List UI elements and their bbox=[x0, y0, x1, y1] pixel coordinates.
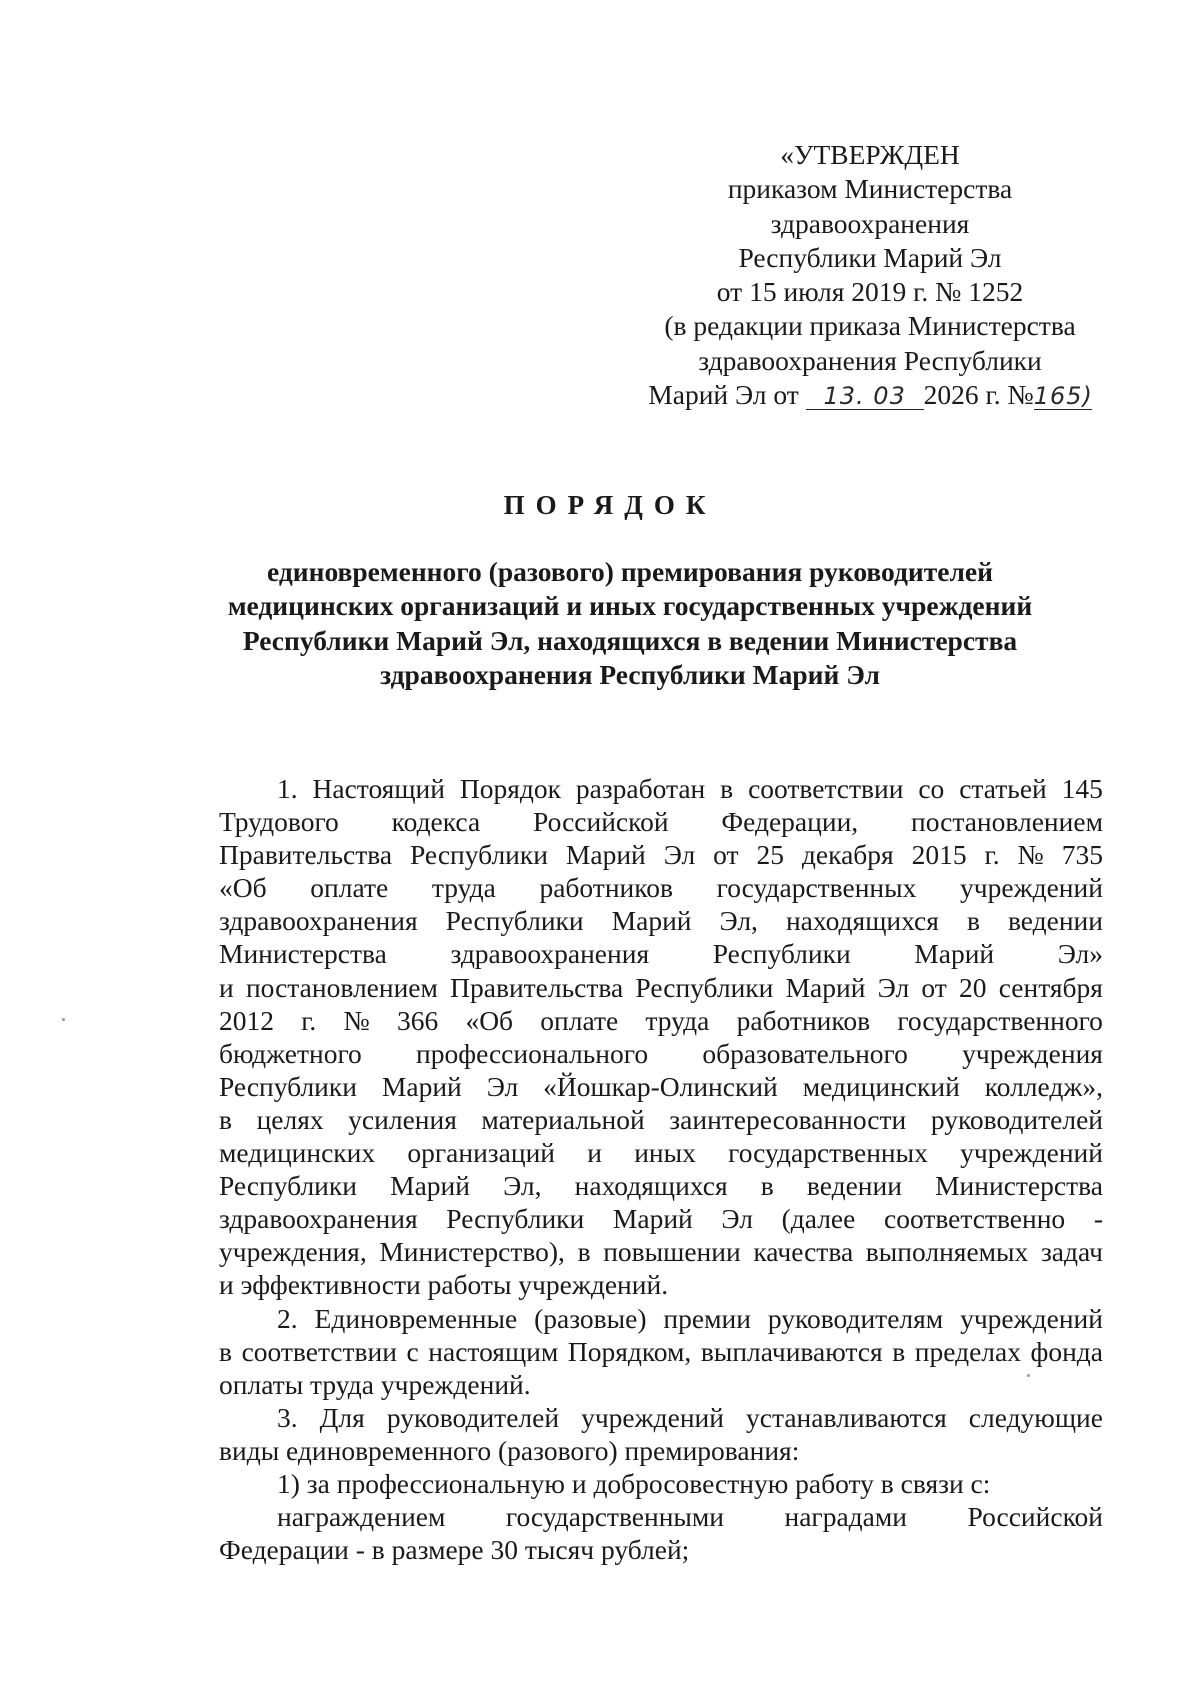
body-line bbox=[219, 772, 1103, 805]
body-word: заинтересованности bbox=[669, 1103, 907, 1135]
approval-stamp-block bbox=[640, 138, 1100, 412]
handwritten-date-field bbox=[806, 382, 924, 410]
body-word: от bbox=[713, 839, 739, 871]
body-word: качества bbox=[753, 1236, 854, 1268]
body-line bbox=[219, 1335, 1103, 1368]
approval-last-prefix: Марий Эл от bbox=[648, 379, 799, 411]
body-word: Республики bbox=[446, 1203, 585, 1235]
body-word: учреждения, bbox=[219, 1236, 367, 1268]
body-word: г. bbox=[301, 1004, 317, 1036]
body-word: «Об bbox=[465, 1004, 514, 1036]
body-line bbox=[219, 871, 1103, 904]
body-word: от bbox=[921, 971, 947, 1003]
body-word: Эл bbox=[721, 1203, 753, 1235]
body-word: учреждений bbox=[960, 1302, 1103, 1334]
subtitle-line: здравоохранения Республики Марий Эл bbox=[380, 659, 880, 691]
subtitle-line: медицинских организаций и иных государственных учреждений bbox=[227, 590, 1033, 622]
body-word: Правительства bbox=[450, 971, 624, 1003]
body-word: Марий bbox=[381, 1070, 462, 1102]
body-word: и bbox=[219, 971, 234, 1003]
document-title: ПОРЯДОК bbox=[503, 490, 717, 520]
body-word: пределах bbox=[914, 1335, 1021, 1367]
body-word: труда bbox=[431, 872, 496, 904]
body-word: в bbox=[577, 1236, 591, 1268]
body-word: премии bbox=[663, 1302, 751, 1334]
body-word: постановлением bbox=[245, 971, 438, 1003]
handwritten-date: 13. 03 bbox=[823, 382, 906, 411]
body-word: устанавливаются bbox=[746, 1401, 947, 1433]
body-word: Марий bbox=[611, 905, 692, 937]
body-word: фонда bbox=[1030, 1335, 1103, 1367]
body-word: здравоохранения bbox=[219, 905, 418, 937]
body-word: здравоохранения bbox=[219, 1203, 418, 1235]
body-word: образовательного bbox=[702, 1037, 908, 1069]
body-word: ведении bbox=[1007, 905, 1103, 937]
body-word: постановлением bbox=[911, 806, 1103, 838]
body-word: руководителей bbox=[386, 1401, 560, 1433]
body-word: государственных bbox=[728, 1137, 928, 1169]
body-word: Марий bbox=[565, 839, 646, 871]
body-word: целях bbox=[256, 1103, 324, 1135]
body-line bbox=[219, 971, 1103, 1004]
body-word: выплачиваются bbox=[700, 1335, 883, 1367]
body-line bbox=[219, 805, 1103, 838]
body-word: Эл, bbox=[719, 905, 758, 937]
body-word: (разовые) bbox=[534, 1302, 647, 1334]
body-word: Республики bbox=[635, 971, 774, 1003]
body-word: (далее bbox=[781, 1203, 856, 1235]
body-word: 2015 bbox=[911, 839, 967, 871]
body-word: 25 bbox=[756, 839, 784, 871]
body-word: 20 bbox=[959, 971, 987, 1003]
body-word: учреждений bbox=[960, 1137, 1103, 1169]
body-word: Республики bbox=[410, 839, 548, 871]
subtitle-line: единовременного (разового) премирования руководителей bbox=[267, 556, 993, 587]
body-word: 735 bbox=[1061, 839, 1103, 871]
body-word: 2. bbox=[277, 1302, 298, 1334]
body-word: государственного bbox=[897, 1004, 1103, 1036]
body-word: в bbox=[760, 1170, 774, 1202]
body-word: Министерства bbox=[935, 1170, 1103, 1202]
body-word: выполняемых bbox=[865, 1236, 1029, 1268]
body-word: Российской bbox=[533, 806, 669, 838]
body-word: кодекса bbox=[391, 806, 481, 838]
body-word: «Йошкар-Олинский bbox=[543, 1070, 778, 1102]
body-word: медицинских bbox=[219, 1137, 376, 1169]
body-word: в bbox=[892, 1335, 906, 1367]
approval-last-middle: 2026 г. № bbox=[923, 379, 1034, 411]
body-line bbox=[219, 1235, 1103, 1268]
body-word: учреждений bbox=[960, 872, 1103, 904]
body-word: Эл bbox=[486, 1070, 519, 1102]
body-word: «Об bbox=[219, 872, 267, 904]
body-word: Эл bbox=[663, 839, 696, 871]
body-line bbox=[219, 904, 1103, 937]
body-word: 2012 bbox=[219, 1004, 274, 1036]
body-word: статьей bbox=[959, 773, 1047, 804]
body-line bbox=[219, 1136, 1103, 1169]
approval-line: «УТВЕРЖДЕН bbox=[780, 139, 960, 170]
body-word: в bbox=[219, 1335, 232, 1367]
body-word: бюджетного bbox=[219, 1037, 362, 1069]
subtitle-line: Республики Марий Эл, находящихся в ведении Министерства bbox=[242, 624, 1018, 656]
body-word: соответствии bbox=[748, 773, 904, 804]
body-word: Российской bbox=[967, 1501, 1103, 1533]
body-word: Министерство), bbox=[379, 1236, 565, 1268]
body-word: Федерации, bbox=[721, 806, 859, 838]
body-word: Республики bbox=[445, 905, 584, 937]
body-word: в bbox=[720, 773, 734, 804]
handwritten-number-field bbox=[1034, 382, 1092, 410]
body-word: Республики bbox=[219, 1170, 357, 1202]
body-line bbox=[219, 1037, 1103, 1070]
body-word: руководителям bbox=[767, 1302, 944, 1334]
body-line bbox=[219, 1004, 1103, 1037]
body-word: в bbox=[219, 1103, 232, 1135]
body-word: Республики bbox=[712, 938, 851, 970]
body-word: г. bbox=[984, 839, 1000, 871]
body-word: 145 bbox=[1061, 773, 1103, 804]
body-word: Порядок bbox=[459, 773, 561, 804]
body-word: Марий bbox=[612, 1203, 693, 1235]
body-word: учреждений bbox=[581, 1401, 724, 1433]
document-subtitle bbox=[200, 555, 1060, 693]
body-line bbox=[219, 937, 1103, 970]
body-word: труда bbox=[645, 1004, 710, 1036]
body-word: Эл bbox=[877, 971, 910, 1003]
document-body bbox=[219, 772, 1103, 1566]
body-word: и bbox=[587, 1137, 602, 1169]
body-word: материальной bbox=[481, 1103, 645, 1135]
body-word: следующие bbox=[968, 1401, 1103, 1433]
body-line bbox=[219, 1070, 1103, 1103]
body-word: с bbox=[406, 1335, 419, 1367]
body-word: колледж», bbox=[984, 1070, 1103, 1102]
body-word: государственных bbox=[716, 872, 917, 904]
approval-line: здравоохранения Республики bbox=[698, 344, 1042, 376]
body-word: ведении bbox=[806, 1170, 902, 1202]
body-word: № bbox=[343, 1004, 370, 1036]
body-word: задач bbox=[1040, 1236, 1103, 1268]
body-word: оплате bbox=[310, 872, 389, 904]
body-word: 1. bbox=[277, 773, 298, 804]
approval-line: от 15 июля 2019 г. № 1252 bbox=[716, 276, 1024, 308]
body-word: Эл, bbox=[503, 1170, 542, 1202]
approval-last-line bbox=[640, 378, 1100, 412]
body-word: № bbox=[1017, 839, 1044, 871]
body-word: здравоохранения bbox=[450, 938, 650, 970]
body-line bbox=[219, 1500, 1103, 1533]
body-line: и эффективности работы учреждений. bbox=[219, 1269, 669, 1301]
body-line: 1) за профессиональную и добросовестную работу в связи с: bbox=[277, 1467, 991, 1499]
body-word: Марий bbox=[390, 1170, 470, 1202]
handwritten-number: 165) bbox=[1033, 382, 1093, 411]
body-line: оплаты труда учреждений. bbox=[219, 1368, 531, 1400]
body-word: соответственно bbox=[883, 1203, 1066, 1235]
body-word: Для bbox=[319, 1401, 365, 1433]
body-word: Республики bbox=[219, 1070, 357, 1102]
body-word: иных bbox=[634, 1137, 696, 1169]
body-word: профессионального bbox=[416, 1037, 649, 1069]
body-word: учреждения bbox=[962, 1037, 1103, 1069]
scan-speck bbox=[62, 1018, 65, 1021]
body-word: наградами bbox=[784, 1501, 907, 1533]
body-line bbox=[219, 1302, 1103, 1335]
approval-line: приказом Министерства bbox=[727, 173, 1013, 205]
body-word: организаций bbox=[407, 1137, 556, 1169]
body-word: - bbox=[1093, 1203, 1103, 1235]
body-line bbox=[219, 1169, 1103, 1202]
body-word: работников bbox=[539, 872, 673, 904]
body-word: награждением bbox=[277, 1501, 446, 1533]
body-word: разработан bbox=[575, 773, 706, 804]
body-word: государственными bbox=[505, 1501, 725, 1533]
body-word: медицинский bbox=[802, 1070, 960, 1102]
body-word: руководителей bbox=[930, 1103, 1103, 1135]
approval-line: Республики Марий Эл bbox=[738, 241, 1002, 273]
body-line bbox=[219, 1103, 1103, 1136]
body-word: Марий bbox=[914, 938, 995, 970]
body-word: настоящим bbox=[428, 1335, 559, 1367]
body-word: Эл» bbox=[1057, 938, 1103, 970]
body-word: оплате bbox=[540, 1004, 619, 1036]
approval-line: здравоохранения bbox=[770, 207, 970, 239]
body-line: Федерации - в размере 30 тысяч рублей; bbox=[219, 1534, 690, 1566]
body-word: Министерства bbox=[219, 938, 387, 970]
approval-line: (в редакции приказа Министерства bbox=[664, 310, 1076, 342]
scan-speck bbox=[1027, 1374, 1030, 1377]
body-word: декабря bbox=[801, 839, 894, 871]
body-word: соответствии bbox=[241, 1335, 397, 1367]
body-word: Марий bbox=[785, 971, 866, 1003]
body-word: повышении bbox=[603, 1236, 741, 1268]
body-word: Единовременные bbox=[314, 1302, 518, 1334]
body-word: сентября bbox=[998, 971, 1103, 1003]
body-word: находящихся bbox=[574, 1170, 728, 1202]
body-word: усиления bbox=[348, 1103, 457, 1135]
body-word: 3. bbox=[277, 1401, 298, 1433]
body-line bbox=[219, 1401, 1103, 1434]
body-line bbox=[219, 1202, 1103, 1235]
body-word: Правительства bbox=[219, 839, 393, 871]
body-word: Трудового bbox=[219, 806, 339, 838]
body-word: находящихся bbox=[785, 905, 939, 937]
body-word: работников bbox=[736, 1004, 871, 1036]
body-word: 366 bbox=[396, 1004, 439, 1036]
body-line: виды единовременного (разового) премирования: bbox=[219, 1434, 800, 1466]
body-word: Порядком, bbox=[567, 1335, 692, 1367]
body-word: со bbox=[918, 773, 945, 804]
body-word: в bbox=[966, 905, 980, 937]
body-word: Настоящий bbox=[312, 773, 445, 804]
body-line bbox=[219, 838, 1103, 871]
